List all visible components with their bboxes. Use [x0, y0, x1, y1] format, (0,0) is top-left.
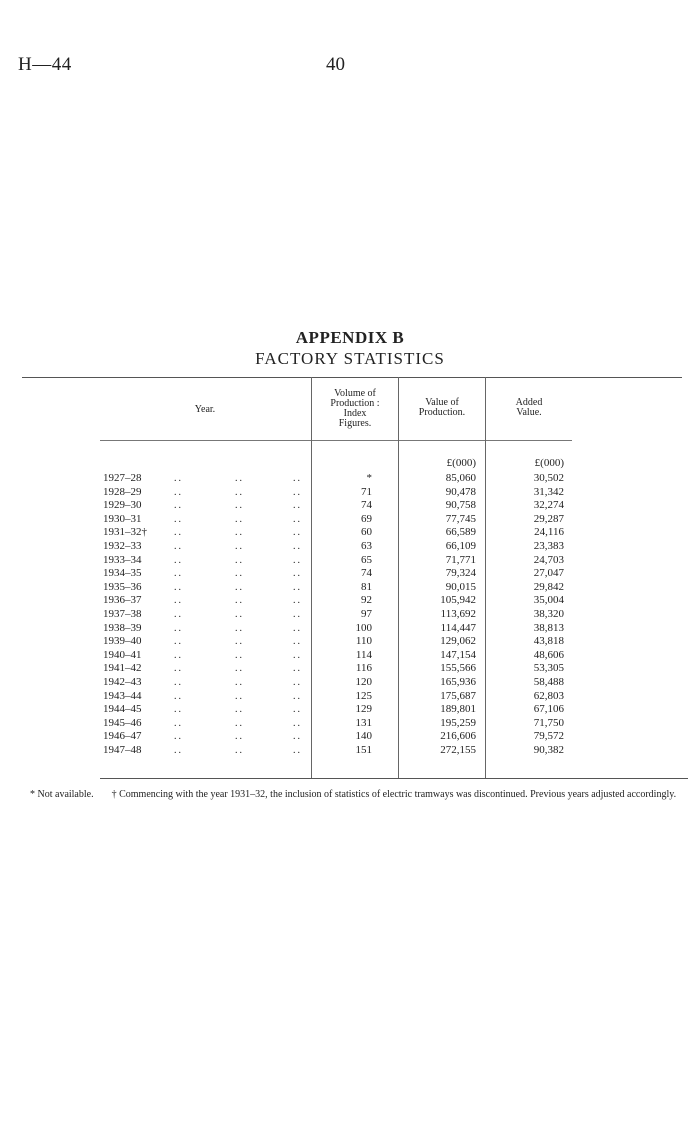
- leader-dots: ..: [235, 486, 244, 498]
- leader-dots: ..: [235, 500, 244, 512]
- value-cell: 113,692: [440, 607, 476, 620]
- table-row: [0, 690, 700, 704]
- added-value-cell: 23,383: [533, 539, 564, 552]
- leader-dots: ..: [293, 581, 302, 593]
- header-value: [399, 398, 485, 418]
- leader-dots: ..: [235, 717, 244, 729]
- value-cell: 272,155: [440, 743, 476, 756]
- appendix-heading: APPENDIX B: [295, 328, 405, 347]
- year-cell: 1931–32†: [103, 526, 147, 539]
- leader-dots: ..: [174, 554, 183, 566]
- added-value-cell: 35,004: [533, 594, 564, 607]
- year-cell: 1932–33: [103, 539, 142, 552]
- added-value-cell: 48,606: [533, 648, 564, 661]
- leader-dots: ..: [235, 649, 244, 661]
- value-cell: 165,936: [440, 675, 476, 688]
- leader-dots: ..: [174, 636, 183, 648]
- added-value-cell: 24,703: [533, 553, 564, 566]
- header-added: [486, 398, 572, 418]
- leader-dots: ..: [235, 473, 244, 484]
- leader-dots: ..: [235, 554, 244, 566]
- leader-dots: ..: [293, 663, 302, 675]
- added-value-cell: 30,502: [533, 472, 564, 484]
- index-cell: 74: [361, 567, 372, 580]
- added-value-cell: 31,342: [533, 485, 564, 498]
- value-cell: 147,154: [440, 648, 476, 661]
- table-row: [0, 703, 700, 717]
- added-value-cell: 38,813: [533, 621, 564, 634]
- value-cell: 71,771: [445, 553, 476, 566]
- table-row: [0, 472, 700, 486]
- index-cell: 120: [355, 675, 372, 688]
- value-cell: 129,062: [440, 635, 476, 648]
- leader-dots: ..: [293, 704, 302, 716]
- table-row: [0, 730, 700, 744]
- table-row: [0, 676, 700, 690]
- value-cell: 216,606: [440, 730, 476, 743]
- index-cell: 110: [355, 635, 372, 648]
- header-volume-line: Figures.: [338, 418, 372, 429]
- leader-dots: ..: [174, 744, 183, 756]
- header-added-line: Value.: [516, 407, 542, 418]
- leader-dots: ..: [235, 636, 244, 648]
- leader-dots: ..: [293, 636, 302, 648]
- index-cell: *: [366, 472, 372, 484]
- leader-dots: ..: [293, 622, 302, 634]
- added-value-cell: 32,274: [533, 499, 564, 512]
- leader-dots: ..: [174, 690, 183, 702]
- year-cell: 1929–30: [103, 499, 142, 512]
- index-cell: 129: [355, 703, 372, 716]
- leader-dots: ..: [235, 676, 244, 688]
- added-value-cell: 29,842: [533, 580, 564, 593]
- index-cell: 140: [355, 730, 372, 743]
- leader-dots: ..: [235, 731, 244, 743]
- table-row: [0, 649, 700, 663]
- year-cell: 1935–36: [103, 580, 142, 593]
- added-value-cell: 71,750: [533, 716, 564, 729]
- added-value-cell: 67,106: [533, 703, 564, 716]
- table-row: [0, 554, 700, 568]
- table-row: [0, 717, 700, 731]
- added-value-cell: 53,305: [533, 662, 564, 675]
- leader-dots: ..: [235, 690, 244, 702]
- leader-dots: ..: [235, 540, 244, 552]
- index-cell: 74: [361, 499, 372, 512]
- header-value-line: Production.: [418, 407, 466, 418]
- index-cell: 151: [355, 743, 372, 756]
- table-top-rule: [22, 377, 682, 378]
- value-cell: 66,109: [445, 539, 476, 552]
- table-row: [0, 513, 700, 527]
- index-cell: 125: [355, 689, 372, 702]
- leader-dots: ..: [174, 581, 183, 593]
- value-cell: 90,478: [445, 485, 476, 498]
- year-cell: 1946–47: [103, 730, 142, 743]
- table-body: [0, 472, 700, 757]
- index-cell: 63: [361, 539, 372, 552]
- leader-dots: ..: [174, 717, 183, 729]
- footnote: [20, 789, 688, 801]
- header-year: Year.: [194, 404, 216, 415]
- year-cell: 1944–45: [103, 703, 142, 716]
- leader-dots: ..: [174, 622, 183, 634]
- leader-dots: ..: [293, 513, 302, 525]
- year-cell: 1945–46: [103, 716, 142, 729]
- index-cell: 81: [361, 580, 372, 593]
- year-cell: 1940–41: [103, 648, 142, 661]
- index-cell: 92: [361, 594, 372, 607]
- header-volume-line: Index: [343, 408, 367, 419]
- leader-dots: ..: [293, 649, 302, 661]
- leader-dots: ..: [235, 527, 244, 539]
- leader-dots: ..: [293, 540, 302, 552]
- leader-dots: ..: [235, 568, 244, 580]
- leader-dots: ..: [174, 540, 183, 552]
- leader-dots: ..: [293, 527, 302, 539]
- leader-dots: ..: [174, 704, 183, 716]
- value-cell: 79,324: [445, 567, 476, 580]
- table-bottom-rule: [100, 778, 688, 779]
- added-value-cell: 24,116: [534, 526, 564, 539]
- table-row: [0, 744, 700, 758]
- leader-dots: ..: [235, 581, 244, 593]
- index-cell: 69: [361, 512, 372, 525]
- year-cell: 1938–39: [103, 621, 142, 634]
- leader-dots: ..: [174, 513, 183, 525]
- leader-dots: ..: [174, 500, 183, 512]
- index-cell: 97: [361, 607, 372, 620]
- year-cell: 1936–37: [103, 594, 142, 607]
- added-value-cell: 90,382: [533, 743, 564, 756]
- index-cell: 71: [361, 485, 372, 498]
- year-cell: 1943–44: [103, 689, 142, 702]
- year-cell: 1927–28: [103, 472, 142, 484]
- header-value-line: Value of: [425, 397, 459, 408]
- leader-dots: ..: [293, 717, 302, 729]
- leader-dots: ..: [174, 649, 183, 661]
- table-row: [0, 635, 700, 649]
- leader-dots: ..: [235, 704, 244, 716]
- index-cell: 65: [361, 553, 372, 566]
- year-cell: 1939–40: [103, 635, 142, 648]
- leader-dots: ..: [174, 663, 183, 675]
- year-cell: 1934–35: [103, 567, 142, 580]
- page-reference: H—44: [18, 54, 72, 75]
- leader-dots: ..: [293, 473, 302, 484]
- index-cell: 60: [361, 526, 372, 539]
- header-volume-line: Volume of: [334, 388, 376, 399]
- index-cell: 131: [355, 716, 372, 729]
- year-cell: 1947–48: [103, 743, 142, 756]
- leader-dots: ..: [293, 568, 302, 580]
- leader-dots: ..: [293, 500, 302, 512]
- value-cell: 105,942: [440, 594, 476, 607]
- units-value: £(000): [446, 457, 476, 469]
- value-cell: 155,566: [440, 662, 476, 675]
- added-value-cell: 43,818: [533, 635, 564, 648]
- value-cell: 114,447: [440, 621, 476, 634]
- footnote-not-available: * Not available.: [30, 789, 94, 800]
- table-row: [0, 486, 700, 500]
- added-value-cell: 79,572: [533, 730, 564, 743]
- leader-dots: ..: [235, 608, 244, 620]
- year-cell: 1942–43: [103, 675, 142, 688]
- header-volume: [312, 389, 398, 429]
- leader-dots: ..: [174, 676, 183, 688]
- value-cell: 85,060: [445, 472, 476, 484]
- year-cell: 1937–38: [103, 607, 142, 620]
- leader-dots: ..: [235, 622, 244, 634]
- table-row: [0, 662, 700, 676]
- footnote-commencing: † Commencing with the year 1931–32, the inclusion of statistics of electric tramways was discontinued. Previous years adjusted accordingly.: [111, 789, 677, 800]
- units-added: £(000): [534, 457, 564, 469]
- header-bottom-rule: [100, 440, 572, 441]
- year-cell: 1930–31: [103, 512, 142, 525]
- leader-dots: ..: [235, 595, 244, 607]
- leader-dots: ..: [174, 527, 183, 539]
- leader-dots: ..: [174, 473, 183, 484]
- value-cell: 77,745: [445, 512, 476, 525]
- added-value-cell: 38,320: [533, 607, 564, 620]
- leader-dots: ..: [174, 486, 183, 498]
- leader-dots: ..: [235, 513, 244, 525]
- table-row: [0, 622, 700, 636]
- value-cell: 90,758: [445, 499, 476, 512]
- value-cell: 195,259: [440, 716, 476, 729]
- year-cell: 1928–29: [103, 485, 142, 498]
- index-cell: 116: [355, 662, 372, 675]
- leader-dots: ..: [174, 731, 183, 743]
- table-row: [0, 567, 700, 581]
- leader-dots: ..: [293, 690, 302, 702]
- leader-dots: ..: [174, 608, 183, 620]
- leader-dots: ..: [293, 676, 302, 688]
- header-volume-line: Production :: [330, 398, 380, 409]
- table-row: [0, 526, 700, 540]
- leader-dots: ..: [235, 663, 244, 675]
- leader-dots: ..: [293, 554, 302, 566]
- table-title: FACTORY STATISTICS: [255, 349, 445, 368]
- leader-dots: ..: [174, 595, 183, 607]
- leader-dots: ..: [235, 744, 244, 756]
- index-cell: 114: [355, 648, 372, 661]
- table-row: [0, 581, 700, 595]
- leader-dots: ..: [293, 731, 302, 743]
- leader-dots: ..: [174, 568, 183, 580]
- table-row: [0, 594, 700, 608]
- index-cell: 100: [355, 621, 372, 634]
- added-value-cell: 62,803: [533, 689, 564, 702]
- header-added-line: Added: [515, 397, 543, 408]
- leader-dots: ..: [293, 595, 302, 607]
- leader-dots: ..: [293, 486, 302, 498]
- year-cell: 1941–42: [103, 662, 142, 675]
- added-value-cell: 29,287: [533, 512, 564, 525]
- value-cell: 66,589: [445, 526, 476, 539]
- year-cell: 1933–34: [103, 553, 142, 566]
- leader-dots: ..: [293, 608, 302, 620]
- added-value-cell: 27,047: [533, 567, 564, 580]
- value-cell: 175,687: [440, 689, 476, 702]
- added-value-cell: 58,488: [533, 675, 564, 688]
- table-row: [0, 540, 700, 554]
- page-number: 40: [326, 54, 345, 75]
- leader-dots: ..: [293, 744, 302, 756]
- table-row: [0, 499, 700, 513]
- value-cell: 189,801: [440, 703, 476, 716]
- table-row: [0, 608, 700, 622]
- value-cell: 90,015: [445, 580, 476, 593]
